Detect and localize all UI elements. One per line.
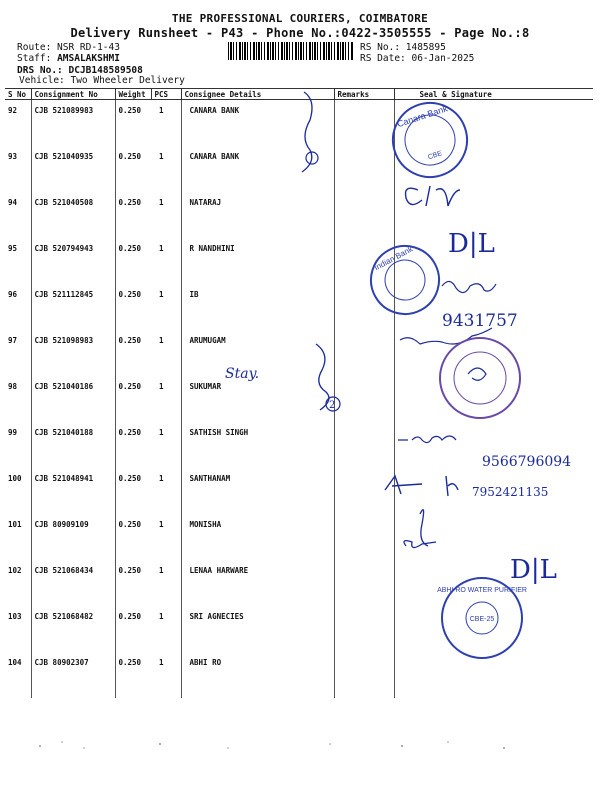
runsheet-title: Delivery Runsheet - P43 - Phone No.:0422-3505555 - Page No.:8 xyxy=(70,26,530,40)
sno-cell: 103 xyxy=(8,612,22,621)
seal-cell xyxy=(394,422,593,468)
remarks-cell xyxy=(334,284,394,330)
handwritten-phone-2: 7952421135 xyxy=(472,485,549,499)
weight-cell: 0.250 xyxy=(115,422,151,468)
consignment-cell: CJB 521098983 xyxy=(31,330,115,376)
col-header-sno: S No xyxy=(5,89,31,100)
consignee-cell: R NANDHINI xyxy=(181,238,334,284)
consignee-cell: CANARA BANK xyxy=(181,146,334,192)
abhi-stamp-code: CBE-25 xyxy=(469,616,495,623)
consignee-cell: SANTHANAM xyxy=(181,468,334,514)
remarks-cell xyxy=(334,192,394,238)
table-row xyxy=(5,238,593,284)
runsheet-table xyxy=(5,88,593,698)
weight-cell: 0.250 xyxy=(115,514,151,560)
sno-cell: 99 xyxy=(8,428,18,437)
company-name: THE PROFESSIONAL COURIERS, COIMBATORE xyxy=(171,12,429,25)
table-row xyxy=(5,100,593,147)
pcs-cell: 1 xyxy=(159,520,164,529)
consignment-cell: CJB 521040188 xyxy=(31,422,115,468)
seal-cell xyxy=(394,284,593,330)
handwritten-count: 2 xyxy=(329,400,336,411)
consignment-cell: CJB 521112845 xyxy=(31,284,115,330)
consignment-cell: CJB 521068482 xyxy=(31,606,115,652)
pcs-cell: 1 xyxy=(159,428,164,437)
pcs-cell: 1 xyxy=(159,474,164,483)
sno-cell: 104 xyxy=(8,658,22,667)
consignee-cell: ABHI RO xyxy=(181,652,334,698)
seal-cell xyxy=(394,560,593,606)
seal-cell xyxy=(394,330,593,376)
handwritten-dl-1: D|L xyxy=(448,229,495,259)
scan-noise xyxy=(39,741,505,749)
route-info: Route: NSR RD-1-43 xyxy=(17,42,120,53)
remarks-cell xyxy=(334,330,394,376)
weight-cell: 0.250 xyxy=(115,560,151,606)
table-row xyxy=(5,192,593,238)
remarks-cell xyxy=(334,606,394,652)
weight-cell: 0.250 xyxy=(115,146,151,192)
weight-cell: 0.250 xyxy=(115,192,151,238)
col-header-consignment: Consignment No xyxy=(31,89,115,100)
handwritten-dl-2: D|L xyxy=(510,555,557,585)
sno-cell: 96 xyxy=(8,290,18,299)
weight-cell: 0.250 xyxy=(115,100,151,147)
consignment-cell: CJB 80902307 xyxy=(31,652,115,698)
sno-cell: 95 xyxy=(8,244,18,253)
handwritten-phone-1: 9566796094 xyxy=(482,454,572,470)
seal-cell xyxy=(394,606,593,652)
drs-barcode xyxy=(228,42,354,60)
pcs-cell: 1 xyxy=(159,612,164,621)
staff-label: Staff: xyxy=(17,53,52,64)
consignee-cell: MONISHA xyxy=(181,514,334,560)
sno-cell: 102 xyxy=(8,566,22,575)
canara-stamp-city: CBE xyxy=(427,150,444,162)
pcs-cell: 1 xyxy=(159,244,164,253)
seal-cell xyxy=(394,146,593,192)
rs-date: RS Date: 06-Jan-2025 xyxy=(360,53,475,64)
canara-stamp-text: Canara Bank xyxy=(395,103,449,130)
drs-value: DCJB148589508 xyxy=(68,65,143,76)
pcs-cell: 1 xyxy=(159,198,164,207)
seal-cell xyxy=(394,468,593,514)
remarks-cell xyxy=(334,422,394,468)
table-row xyxy=(5,284,593,330)
handwritten-number-97: 9431757 xyxy=(442,311,518,331)
weight-cell: 0.250 xyxy=(115,238,151,284)
consignee-cell: ARUMUGAM xyxy=(181,330,334,376)
remarks-cell xyxy=(334,468,394,514)
drs-label: DRS No.: xyxy=(17,65,63,76)
col-header-consignee: Consignee Details xyxy=(181,89,334,100)
staff-info xyxy=(17,53,120,64)
pcs-cell: 1 xyxy=(159,290,164,299)
remarks-cell xyxy=(334,376,394,422)
consignment-cell: CJB 521048941 xyxy=(31,468,115,514)
consignment-cell: CJB 521068434 xyxy=(31,560,115,606)
consignee-cell: SATHISH SINGH xyxy=(181,422,334,468)
consignment-cell: CJB 521089983 xyxy=(31,100,115,147)
sno-cell: 97 xyxy=(8,336,18,345)
col-header-pcs: PCS xyxy=(151,89,181,100)
pcs-cell: 1 xyxy=(159,658,164,667)
sno-cell: 94 xyxy=(8,198,18,207)
table-row xyxy=(5,376,593,422)
abhi-stamp-text: ABHI RO WATER PURIFIER xyxy=(437,587,527,594)
pcs-cell: 1 xyxy=(159,152,164,161)
indian-bank-stamp-text: Indian Bank xyxy=(372,244,415,273)
weight-cell: 0.250 xyxy=(115,376,151,422)
remarks-cell xyxy=(334,514,394,560)
table-row xyxy=(5,146,593,192)
consignee-cell: IB xyxy=(181,284,334,330)
col-header-weight: Weight xyxy=(115,89,151,100)
seal-cell xyxy=(394,514,593,560)
weight-cell: 0.250 xyxy=(115,284,151,330)
pcs-cell: 1 xyxy=(159,336,164,345)
consignee-cell: NATARAJ xyxy=(181,192,334,238)
sno-cell: 100 xyxy=(8,474,22,483)
handwritten-stay: Stay. xyxy=(225,366,260,382)
remarks-cell xyxy=(334,146,394,192)
weight-cell: 0.250 xyxy=(115,468,151,514)
sno-cell: 93 xyxy=(8,152,18,161)
seal-cell xyxy=(394,192,593,238)
seal-cell xyxy=(394,652,593,698)
col-header-seal: Seal & Signature xyxy=(394,89,593,100)
weight-cell: 0.250 xyxy=(115,652,151,698)
consignee-cell: SUKUMAR xyxy=(181,376,334,422)
consignee-cell: CANARA BANK xyxy=(181,100,334,147)
pcs-cell: 1 xyxy=(159,382,164,391)
seal-cell xyxy=(394,100,593,147)
seal-cell xyxy=(394,376,593,422)
table-row xyxy=(5,606,593,652)
remarks-cell xyxy=(334,560,394,606)
remarks-cell xyxy=(334,238,394,284)
remarks-cell xyxy=(334,100,394,147)
pcs-cell: 1 xyxy=(159,106,164,115)
table-row xyxy=(5,468,593,514)
rs-number: RS No.: 1485895 xyxy=(360,42,446,53)
sno-cell: 92 xyxy=(8,106,18,115)
sno-cell: 101 xyxy=(8,520,22,529)
staff-value: AMSALAKSHMI xyxy=(57,53,120,64)
consignment-cell: CJB 521040935 xyxy=(31,146,115,192)
seal-cell xyxy=(394,238,593,284)
weight-cell: 0.250 xyxy=(115,330,151,376)
table-row xyxy=(5,330,593,376)
consignment-cell: CJB 521040508 xyxy=(31,192,115,238)
col-header-remarks: Remarks xyxy=(334,89,394,100)
remarks-cell xyxy=(334,652,394,698)
sno-cell: 98 xyxy=(8,382,18,391)
table-header-row xyxy=(5,89,593,100)
consignee-cell: SRI AGNECIES xyxy=(181,606,334,652)
table-row xyxy=(5,560,593,606)
consignment-cell: CJB 521040186 xyxy=(31,376,115,422)
consignment-cell: CJB 80909109 xyxy=(31,514,115,560)
table-row xyxy=(5,652,593,698)
weight-cell: 0.250 xyxy=(115,606,151,652)
consignment-cell: CJB 520794943 xyxy=(31,238,115,284)
table-row xyxy=(5,514,593,560)
consignee-cell: LENAA HARWARE xyxy=(181,560,334,606)
vehicle-info: Vehicle: Two Wheeler Delivery xyxy=(19,75,185,86)
table-row xyxy=(5,422,593,468)
pcs-cell: 1 xyxy=(159,566,164,575)
